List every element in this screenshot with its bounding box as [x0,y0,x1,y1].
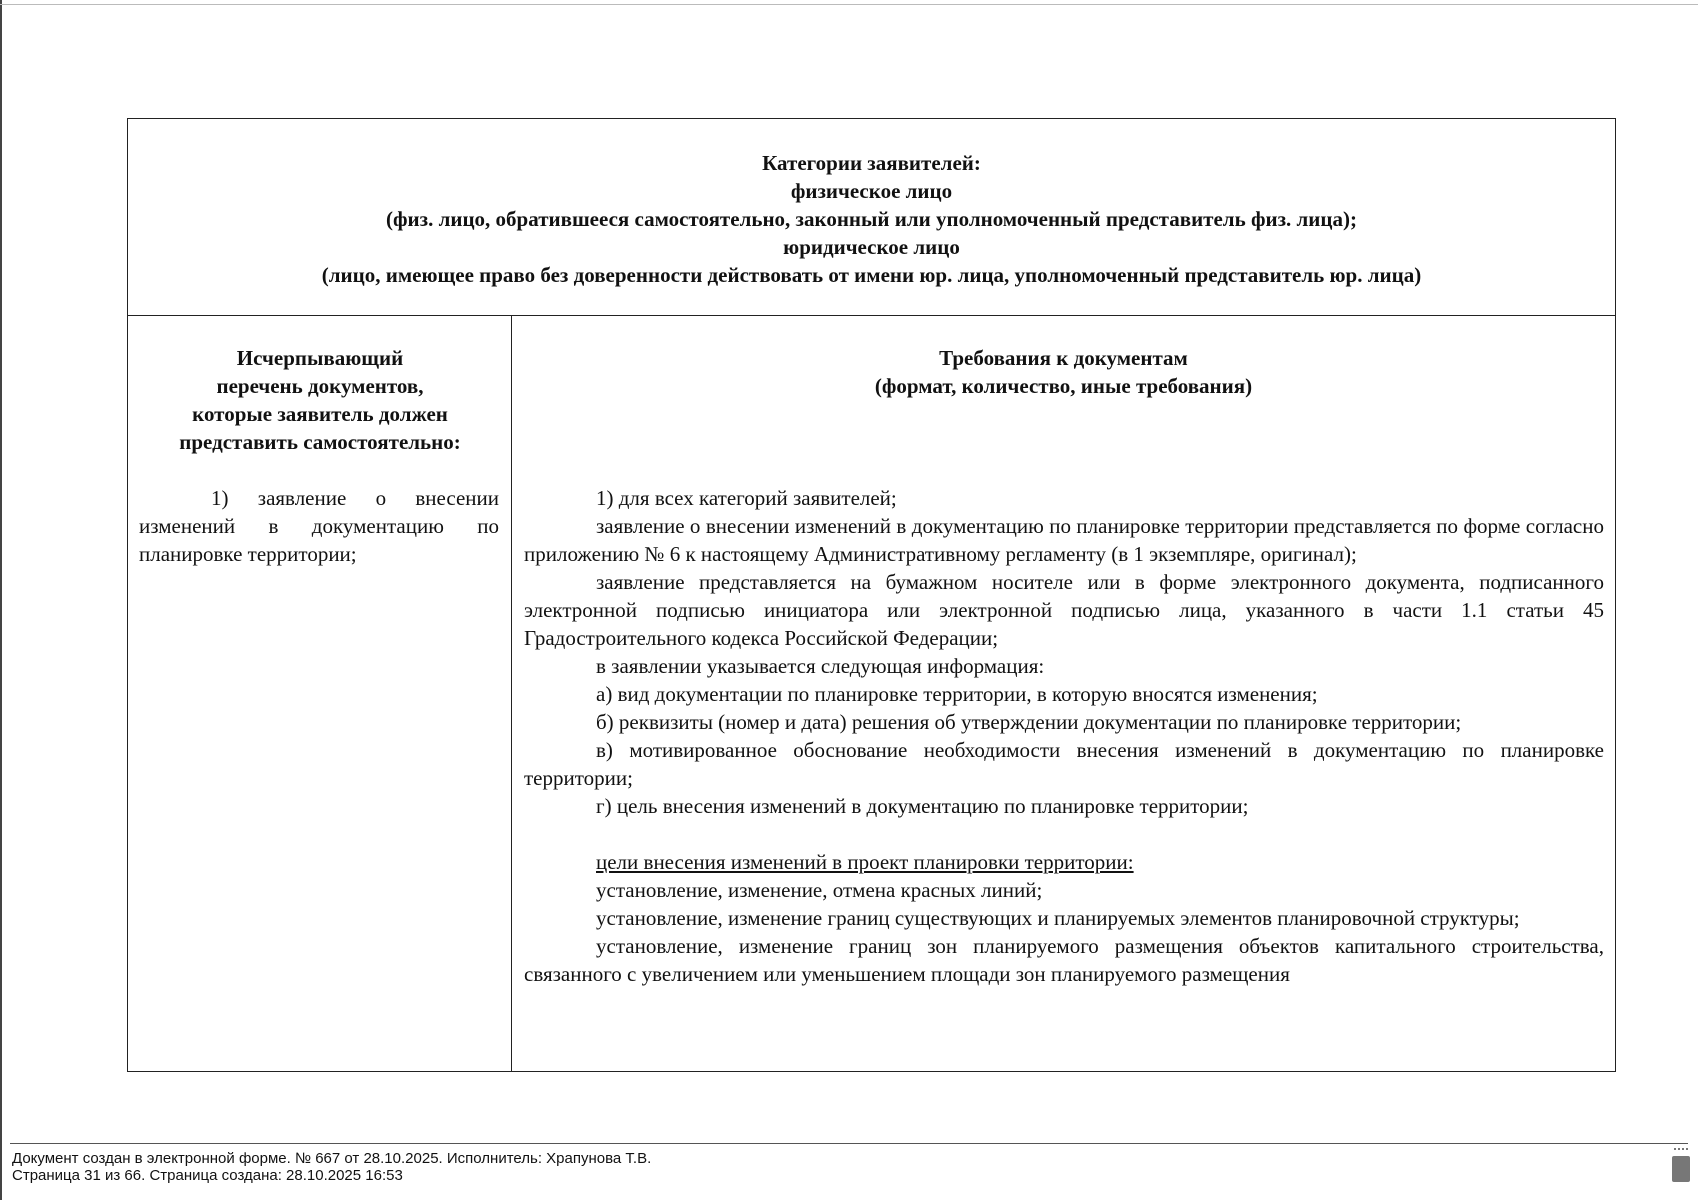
documents-heading-line: представить самостоятельно: [179,430,461,454]
applicant-categories-header [128,119,1615,316]
goal-paragraph: установление, изменение границ зон планируемого размещения объектов капитального строительства, связанного с увеличением или уменьшением площади зон планируемого размещения [524,934,1604,986]
goal-paragraph: установление, изменение границ существующих и планируемых элементов планировочной структуры; [596,906,1520,930]
header-title: Категории заявителей: [762,151,981,175]
requirement-paragraph: б) реквизиты (номер и дата) решения об утверждении документации по планировке территории; [596,710,1462,734]
requirement-paragraph: заявление о внесении изменений в документацию по планировке территории представляется по форме согласно приложению № 6 к настоящему Административному регламенту (в 1 экземпляре, оригинал); [524,514,1604,566]
footer-document-info: Документ создан в электронной форме. № 667 от 28.10.2025. Исполнитель: Храпунова Т.В. [12,1150,652,1167]
page-left-edge [0,0,2,1200]
goal-paragraph: установление, изменение, отмена красных линий; [596,878,1043,902]
requirement-paragraph: г) цель внесения изменений в документацию по планировке территории; [596,794,1249,818]
documents-list-heading [128,344,512,456]
header-individual: физическое лицо [790,179,953,203]
requirement-paragraph: а) вид документации по планировке территории, в которую вносятся изменения; [596,682,1318,706]
header-legal-entity-details: (лицо, имеющее право без доверенности действовать от имени юр. лица, уполномоченный представитель юр. лица) [321,263,1422,287]
documents-heading-line: которые заявитель должен [192,402,448,426]
document-item-1: 1) заявление о внесении изменений в документацию по планировке территории; [139,486,499,566]
footer-page-info: Страница 31 из 66. Страница создана: 28.10.2025 16:53 [12,1167,403,1184]
requirements-heading-line: (формат, количество, иные требования) [874,374,1253,398]
requirement-paragraph: в) мотивированное обоснование необходимости внесения изменений в документацию по планировке территории; [524,738,1604,790]
requirements-table [127,118,1616,1072]
stamp-icon [1672,1156,1690,1182]
documents-heading-line: перечень документов, [216,374,424,398]
documents-list-column [128,316,512,1071]
page-top-edge [0,4,1698,5]
requirement-paragraph: заявление представляется на бумажном носителе или в форме электронного документа, подписанного электронной подписью инициатора или электронной подписью лица, указанного в части 1.1 статьи 45 Градостроительного кодекса Российской Федерации; [524,570,1604,650]
header-individual-details: (физ. лицо, обратившееся самостоятельно, законный или уполномоченный представитель физ. лица); [386,207,1357,231]
requirements-column [512,316,1615,1071]
footer-divider [10,1143,1688,1144]
header-legal-entity: юридическое лицо [783,235,960,259]
requirement-paragraph: в заявлении указывается следующая информация: [596,654,1045,678]
requirements-heading-line: Требования к документам [939,346,1188,370]
requirements-body [524,484,1604,988]
document-footer [12,1150,651,1184]
goals-heading: цели внесения изменений в проект планировки территории: [596,850,1134,874]
goals-heading-paragraph [524,848,1604,876]
requirement-paragraph: 1) для всех категорий заявителей; [596,486,897,510]
requirements-heading [512,344,1615,400]
documents-heading-line: Исчерпывающий [236,346,404,370]
